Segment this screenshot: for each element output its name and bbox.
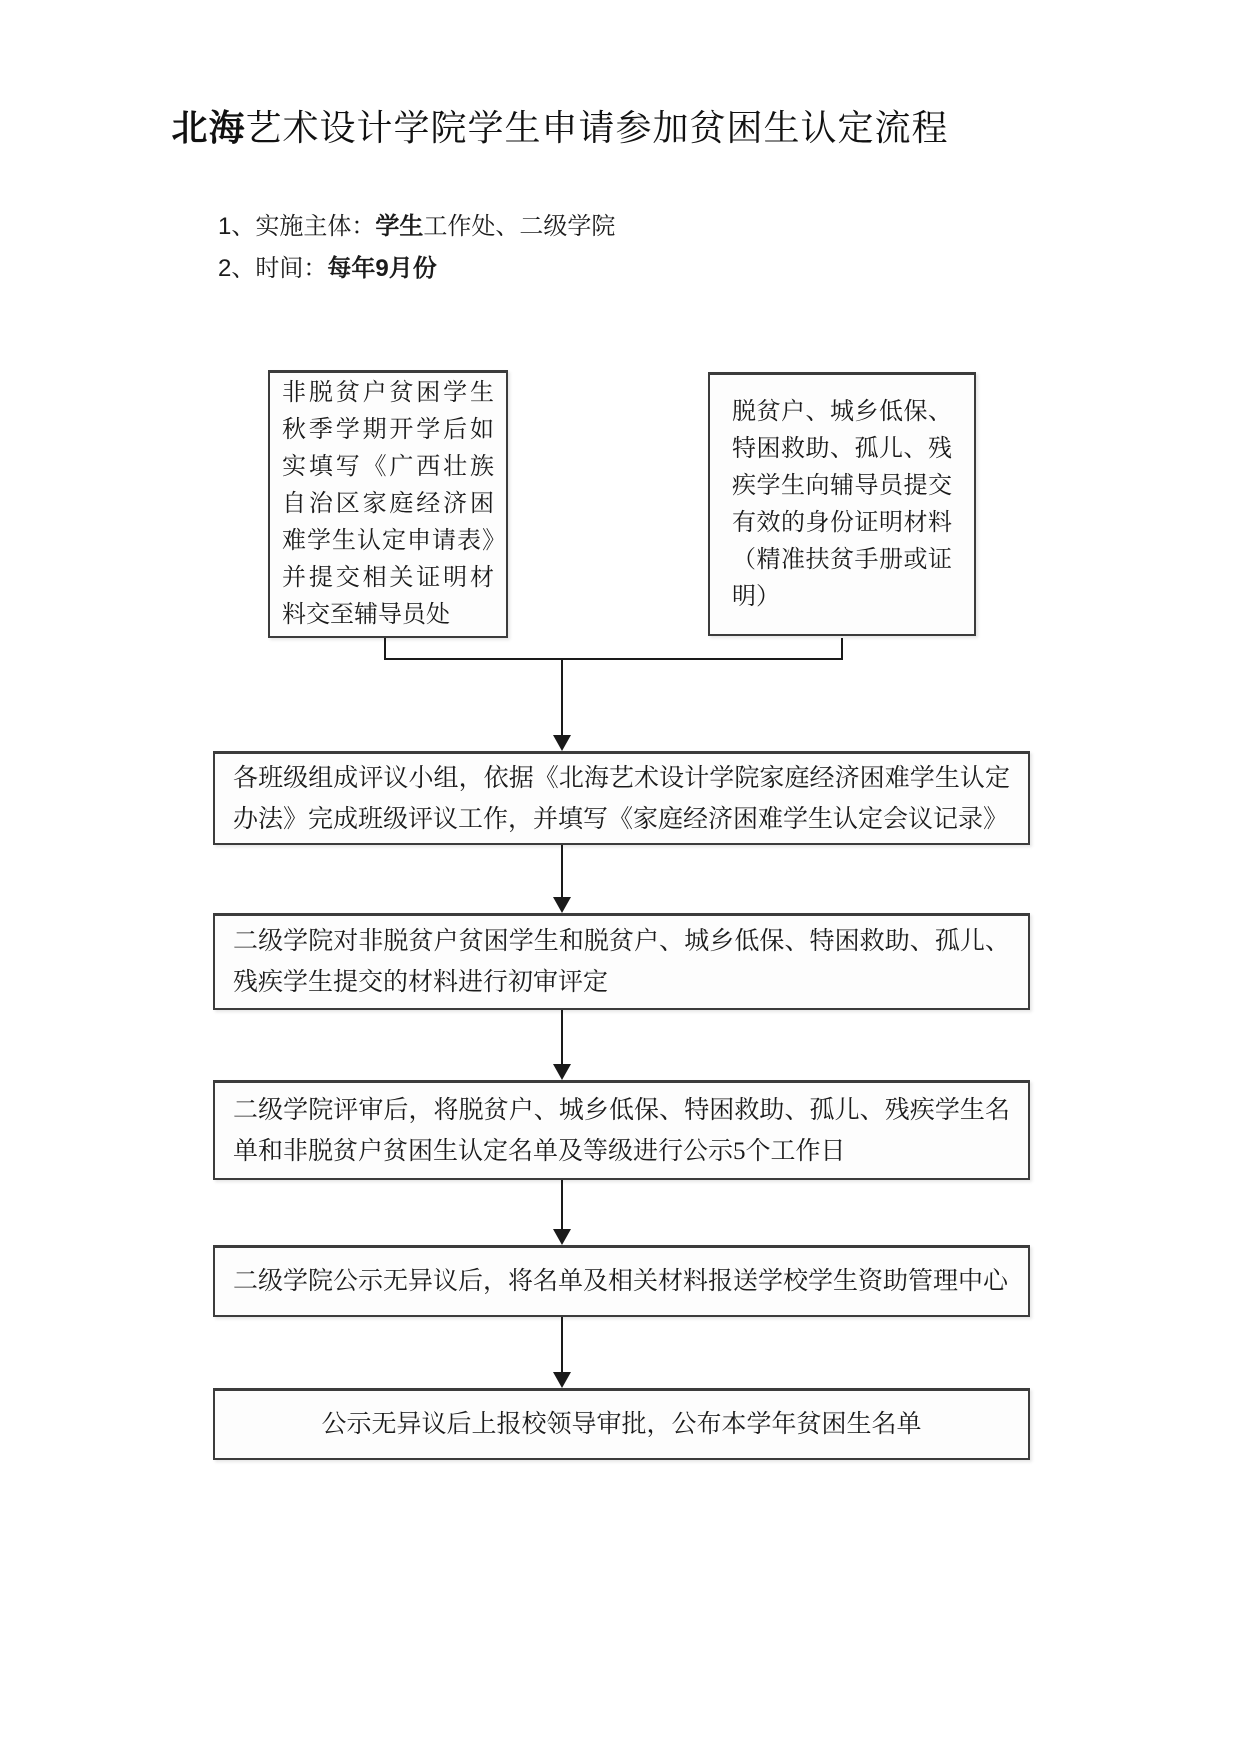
page-title xyxy=(0,100,1120,151)
arrow-down-icon xyxy=(553,1229,571,1245)
note-implementer-suffix: 工作处、二级学院 xyxy=(423,213,616,240)
page-title-emphasis: 北海 xyxy=(171,107,246,148)
flow-box-final-approval-text: 公示无异议后上报校领导审批，公布本学年贫困生名单 xyxy=(321,1411,922,1438)
connector-stub-left xyxy=(384,638,386,660)
flow-box-poverty-proof-materials xyxy=(708,372,976,636)
flow-box-final-approval xyxy=(213,1388,1030,1460)
page-title-rest: 艺术设计学院学生申请参加贫困生认定流程 xyxy=(245,107,949,148)
connector-stub-right xyxy=(841,638,843,660)
flow-box-class-review xyxy=(213,751,1030,845)
flow-box-initial-check-text: 二级学院对非脱贫户贫困学生和脱贫户、城乡低保、特困救助、孤儿、残疾学生提交的材料进行初审评定 xyxy=(233,928,1010,996)
note-implementer xyxy=(218,206,615,241)
flow-box-report-to-center-text: 二级学院公示无异议后，将名单及相关材料报送学校学生资助管理中心 xyxy=(233,1268,1009,1295)
note-implementer-prefix: 1、实施主体： xyxy=(218,213,376,240)
connector-vertical-1 xyxy=(561,660,563,736)
connector-vertical-5 xyxy=(561,1317,563,1373)
arrow-down-icon xyxy=(553,1064,571,1080)
connector-vertical-2 xyxy=(561,845,563,898)
connector-vertical-3 xyxy=(561,1010,563,1065)
arrow-down-icon xyxy=(553,1372,571,1388)
note-implementer-bold: 学生 xyxy=(375,213,424,240)
flow-box-class-review-text: 各班级组成评议小组，依据《北海艺术设计学院家庭经济困难学生认定办法》完成班级评议工作，并填写《家庭经济困难学生认定会议记录》 xyxy=(233,764,1010,833)
flow-box-nonpoverty-application-text: 非脱贫户贫困学生秋季学期开学后如实填写《广西壮族自治区家庭经济困难学生认定申请表》并提交相关证明材料交至辅导员处 xyxy=(282,380,494,628)
flow-box-nonpoverty-application xyxy=(268,370,508,638)
flow-box-report-to-center xyxy=(213,1245,1030,1317)
flow-box-initial-check xyxy=(213,913,1030,1010)
note-schedule xyxy=(218,248,437,283)
arrow-down-icon xyxy=(553,735,571,751)
connector-vertical-4 xyxy=(561,1180,563,1230)
note-schedule-bold: 每年9月份 xyxy=(327,255,437,282)
flow-box-poverty-proof-materials-text: 脱贫户、城乡低保、特困救助、孤儿、残疾学生向辅导员提交有效的身份证明材料（精准扶贫手册或证明） xyxy=(732,398,952,610)
flow-box-publicity-text: 二级学院评审后，将脱贫户、城乡低保、特困救助、孤儿、残疾学生名单和非脱贫户贫困生认定名单及等级进行公示5个工作日 xyxy=(233,1096,1010,1165)
connector-horizontal-join xyxy=(384,658,843,660)
arrow-down-icon xyxy=(553,897,571,913)
note-schedule-prefix: 2、时间： xyxy=(218,255,328,282)
flow-box-publicity xyxy=(213,1080,1030,1180)
